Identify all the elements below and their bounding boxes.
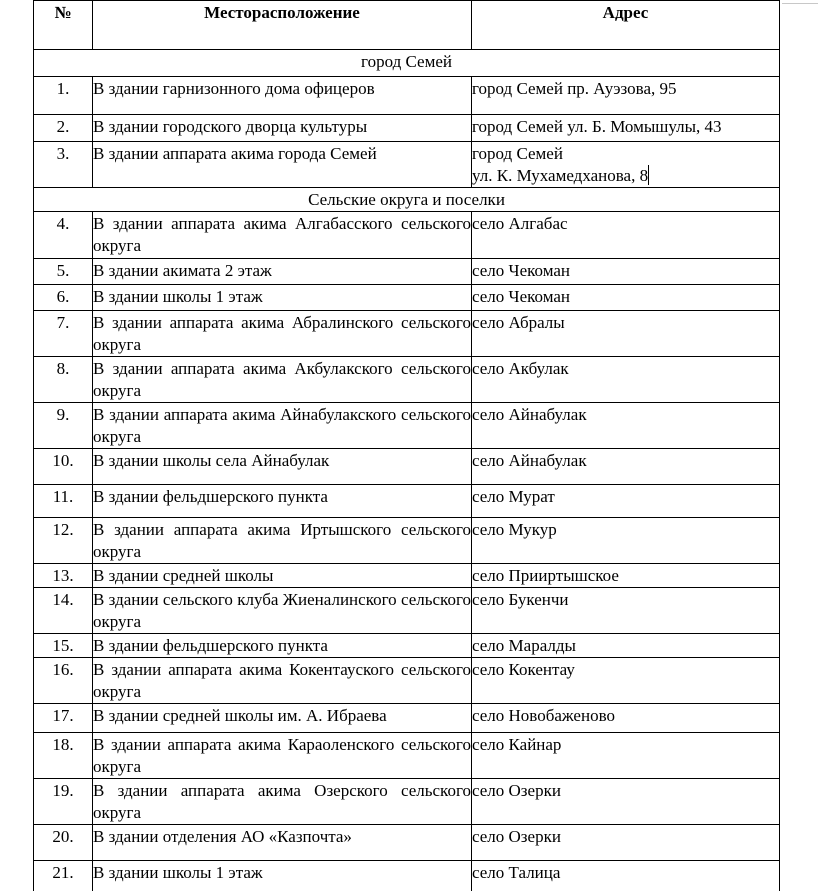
row-address: город Семей ул. Б. Момышулы, 43 [472, 115, 780, 142]
row-location: В здании акимата 2 этаж [93, 259, 472, 285]
table-row [34, 779, 780, 825]
row-number: 21. [34, 861, 93, 891]
row-address: село Озерки [472, 779, 780, 825]
row-location: В здании школы 1 этаж [93, 861, 472, 891]
table-row [34, 357, 780, 403]
row-address: село Айнабулак [472, 449, 780, 485]
table-row [34, 658, 780, 704]
polling-locations-table [33, 0, 780, 891]
row-address: село Абралы [472, 311, 780, 357]
row-number: 19. [34, 779, 93, 825]
row-location: В здании аппарата акима города Семей [93, 142, 472, 188]
row-number: 5. [34, 259, 93, 285]
row-location: В здании городского дворца культуры [93, 115, 472, 142]
text-cursor [648, 165, 649, 185]
row-address: село Талица [472, 861, 780, 891]
section-title-city: город Семей [34, 50, 780, 77]
table-row [34, 825, 780, 861]
row-number: 10. [34, 449, 93, 485]
header-num: № [34, 1, 93, 50]
row-location: В здании фельдшерского пункта [93, 485, 472, 518]
table-row [34, 588, 780, 634]
row-address: село Чекоман [472, 259, 780, 285]
table-row [34, 212, 780, 259]
row-location: В здании гарнизонного дома офицеров [93, 77, 472, 115]
row-location: В здании аппарата акима Акбулакского сельского округа [93, 357, 472, 403]
table-row [34, 449, 780, 485]
row-address: город Семей пр. Ауэзова, 95 [472, 77, 780, 115]
row-address: село Мурат [472, 485, 780, 518]
row-address [472, 142, 780, 188]
row-number: 14. [34, 588, 93, 634]
section-row [34, 188, 780, 212]
table-row [34, 77, 780, 115]
row-location: В здании отделения АО «Казпочта» [93, 825, 472, 861]
section-title-rural: Сельские округа и поселки [34, 188, 780, 212]
header-address: Адрес [472, 1, 780, 50]
table-row [34, 861, 780, 891]
row-number: 13. [34, 564, 93, 588]
row-address: село Прииртышское [472, 564, 780, 588]
table-row [34, 733, 780, 779]
row-address: село Букенчи [472, 588, 780, 634]
row-address-line-1: город Семей [472, 144, 563, 163]
row-number: 6. [34, 285, 93, 311]
header-row [34, 1, 780, 50]
row-number: 18. [34, 733, 93, 779]
row-address: село Кокентау [472, 658, 780, 704]
page-edge-line [782, 3, 818, 4]
row-location: В здании сельского клуба Жиеналинского сельского округа [93, 588, 472, 634]
row-number: 12. [34, 518, 93, 564]
row-address-line-2 [472, 165, 779, 187]
table-row [34, 564, 780, 588]
table-row [34, 485, 780, 518]
row-number: 9. [34, 403, 93, 449]
row-address: село Новобаженово [472, 704, 780, 733]
row-number: 20. [34, 825, 93, 861]
row-location: В здании аппарата акима Айнабулакского сельского округа [93, 403, 472, 449]
row-number: 8. [34, 357, 93, 403]
row-location: В здании аппарата акима Караоленского сельского округа [93, 733, 472, 779]
row-number: 3. [34, 142, 93, 188]
row-location: В здании аппарата акима Абралинского сельского округа [93, 311, 472, 357]
row-address: село Айнабулак [472, 403, 780, 449]
row-number: 17. [34, 704, 93, 733]
row-address: село Кайнар [472, 733, 780, 779]
row-location: В здании фельдшерского пункта [93, 634, 472, 658]
row-number: 1. [34, 77, 93, 115]
row-address: село Чекоман [472, 285, 780, 311]
row-location: В здании школы села Айнабулак [93, 449, 472, 485]
table-row [34, 259, 780, 285]
row-number: 15. [34, 634, 93, 658]
row-location: В здании аппарата акима Алгабасского сельского округа [93, 212, 472, 259]
row-number: 4. [34, 212, 93, 259]
header-location: Месторасположение [93, 1, 472, 50]
row-location: В здании школы 1 этаж [93, 285, 472, 311]
row-address: село Озерки [472, 825, 780, 861]
row-location: В здании аппарата акима Озерского сельского округа [93, 779, 472, 825]
row-address: село Акбулак [472, 357, 780, 403]
table-row [34, 115, 780, 142]
table-row [34, 285, 780, 311]
row-number: 11. [34, 485, 93, 518]
row-location: В здании аппарата акима Иртышского сельского округа [93, 518, 472, 564]
table-row [34, 634, 780, 658]
row-address: село Алгабас [472, 212, 780, 259]
section-row [34, 50, 780, 77]
row-location: В здании средней школы им. А. Ибраева [93, 704, 472, 733]
row-address: село Маралды [472, 634, 780, 658]
table-row [34, 142, 780, 188]
table-row [34, 704, 780, 733]
row-address: село Мукур [472, 518, 780, 564]
table-row [34, 518, 780, 564]
row-number: 7. [34, 311, 93, 357]
row-number: 2. [34, 115, 93, 142]
table-row [34, 403, 780, 449]
row-number: 16. [34, 658, 93, 704]
table-row [34, 311, 780, 357]
row-location: В здании аппарата акима Кокентауского сельского округа [93, 658, 472, 704]
row-location: В здании средней школы [93, 564, 472, 588]
row-address-line-2-text: ул. К. Мухамедханова, 8 [472, 166, 649, 185]
